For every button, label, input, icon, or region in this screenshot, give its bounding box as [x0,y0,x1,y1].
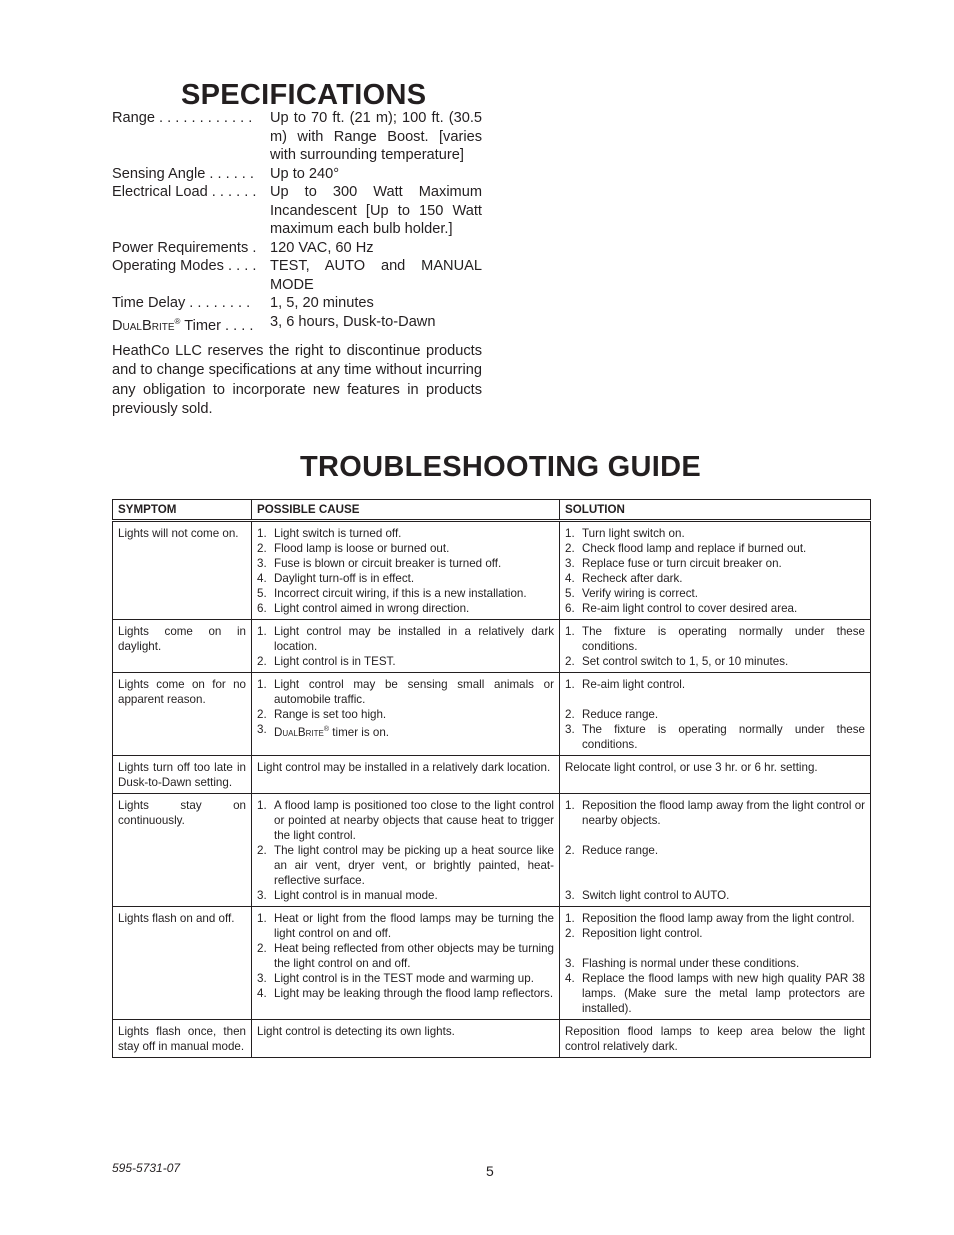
solution-cell [560,673,871,756]
dualbrite-brand: DualBrite [112,317,175,334]
spec-value: 3, 6 hours, Dusk-to-Dawn [270,313,436,330]
spec-value: Up to 70 ft. (21 m); 100 ft. (30.5 m) with Range Boost. [varies with surrounding temperature] [270,110,482,163]
list-item: 3. Replace fuse or turn circuit breaker on. [565,557,782,570]
list-item: 2. Reposition light control. [565,927,703,940]
list-spacer [565,941,865,956]
list-item: 2. Range is set too high. [257,708,387,721]
list-item: 5. Verify wiring is correct. [565,587,698,600]
spec-label: Electrical Load . . . . . . [112,184,257,200]
list-item: 1. Reposition the flood lamp away from the light control or nearby objects. [565,799,865,827]
list-item: 4. Replace the flood lamps with new high quality PAR 38 lamps. (Make sure the metal lamp protectors are installed). [565,972,865,1015]
symptom-cell: Lights stay on continuously. [113,794,252,907]
registered-mark: ® [323,726,330,733]
list-item: 1. Light control may be sensing small animals or automobile traffic. [257,678,554,706]
list-item: 1. Re-aim light control. [565,678,686,691]
list-spacer [565,873,865,888]
table-row [113,1020,871,1058]
list-item: 2. Set control switch to 1, 5, or 10 minutes. [565,655,789,668]
list-item: 2. Reduce range. [565,708,659,721]
header-possible-cause: POSSIBLE CAUSE [252,500,560,521]
symptom-cell: Lights come on in daylight. [113,620,252,673]
list-item: 3. Light control is in manual mode. [257,889,438,902]
symptom-cell: Lights turn off too late in Dusk-to-Dawn setting. [113,756,252,794]
spec-label [112,313,270,335]
list-item: 3. Switch light control to AUTO. [565,889,730,902]
list-item: 2. Reduce range. [565,844,659,857]
solution-cell [560,907,871,1020]
header-symptom: SYMPTOM [113,500,252,521]
spec-label: Operating Modes . . . . [112,258,257,274]
table-row [113,673,871,756]
table-header-row [113,500,871,521]
symptom-cell: Lights come on for no apparent reason. [113,673,252,756]
spec-row-power-requirements [112,239,482,258]
list-spacer [565,858,865,873]
cause-cell [252,673,560,756]
list-item: 1. Light control may be installed in a relatively dark location. [257,625,554,653]
symptom-cell: Lights flash on and off. [113,907,252,1020]
list-item: 6. Re-aim light control to cover desired area. [565,602,798,615]
spec-row-sensing-angle [112,165,482,184]
list-item: 1. Light switch is turned off. [257,527,402,540]
list-item: 2. Check flood lamp and replace if burned out. [565,542,807,555]
spec-value: Up to 240° [270,165,340,182]
troubleshooting-table [112,499,871,1058]
cause-cell: Light control is detecting its own lights. [252,1020,560,1058]
spec-value: 1, 5, 20 minutes [270,295,374,311]
symptom-cell: Lights flash once, then stay off in manual mode. [113,1020,252,1058]
solution-cell [560,620,871,673]
spec-row-time-delay [112,294,482,313]
list-item: 1. Reposition the flood lamp away from the light control. [565,912,855,925]
spec-value: Up to 300 Watt Maximum Incandescent [Up to 150 Watt maximum each bulb holder.] [270,184,482,237]
cause-cell [252,521,560,620]
table-row [113,521,871,620]
spec-label: Sensing Angle . . . . . . [112,165,254,182]
spec-row-dualbrite-timer [112,313,482,335]
spec-label: Time Delay . . . . . . . . [112,295,251,311]
solution-cell [560,521,871,620]
cause-cell: Light control may be installed in a relatively dark location. [252,756,560,794]
spec-value: TEST, AUTO and MANUAL MODE [270,258,482,293]
symptom-cell: Lights will not come on. [113,521,252,620]
solution-cell: Reposition flood lamps to keep area below the light control relatively dark. [560,1020,871,1058]
list-item: 4. Light may be leaking through the flood lamp reflectors. [257,987,554,1000]
spec-value: 120 VAC, 60 Hz [270,239,374,256]
troubleshooting-heading: TROUBLESHOOTING GUIDE [300,451,702,483]
specifications-list [112,109,482,335]
spec-row-operating-modes [112,257,482,294]
list-item: 2. The light control may be picking up a heat source like an air vent, dryer vent, or brightly painted, heat-reflective surface. [257,844,554,887]
table-row [113,756,871,794]
table-row [113,620,871,673]
list-item: 3. Flashing is normal under these conditions. [565,957,800,970]
list-item: 6. Light control aimed in wrong direction. [257,602,470,615]
page-number: 5 [486,1163,494,1179]
registered-mark: ® [174,316,181,326]
list-spacer [565,692,865,707]
list-item: 3. Light control is in the TEST mode and warming up. [257,972,534,985]
specifications-heading: SPECIFICATIONS [181,79,427,111]
table-row [113,907,871,1020]
document-code: 595-5731-07 [112,1161,181,1175]
list-item: 2. Flood lamp is loose or burned out. [257,542,450,555]
list-item: 5. Incorrect circuit wiring, if this is a new installation. [257,587,527,600]
spec-label: Power Requirements . [112,239,257,256]
list-item: 1. A flood lamp is positioned too close to the light control or pointed at nearby objects that cause heat to trigger the light control. [257,799,554,842]
cause-cell [252,907,560,1020]
list-item: 3. Fuse is blown or circuit breaker is turned off. [257,557,502,570]
list-item: 2. Light control is in TEST. [257,655,396,668]
list-item: 2. Heat being reflected from other objects may be turning the light control on and off. [257,942,554,970]
list-item: 1. The fixture is operating normally under these conditions. [565,625,865,653]
list-item: 1. Turn light switch on. [565,527,685,540]
dualbrite-brand: DualBrite [274,725,324,739]
list-item: 3. DualBrite® timer is on. [257,723,389,739]
spec-row-electrical-load [112,183,482,239]
cause-cell [252,794,560,907]
list-item: 1. Heat or light from the flood lamps may be turning the light control on and off. [257,912,554,940]
list-spacer [565,828,865,843]
spec-row-range [112,109,482,165]
spec-label: Range . . . . . . . . . . . . [112,110,253,126]
solution-cell: Relocate light control, or use 3 hr. or 6 hr. setting. [560,756,871,794]
timer-label: Timer . . . . [180,317,254,334]
specifications-disclaimer: HeathCo LLC reserves the right to discontinue products and to change specifications at any time without incurring any obligation to incorporate new features in products previously sold. [112,343,482,417]
list-item: 3. The fixture is operating normally under these conditions. [565,723,865,751]
list-item: 4. Recheck after dark. [565,572,683,585]
table-row [113,794,871,907]
cause-cell [252,620,560,673]
list-item: 4. Daylight turn-off is in effect. [257,572,415,585]
solution-cell [560,794,871,907]
header-solution: SOLUTION [560,500,871,521]
